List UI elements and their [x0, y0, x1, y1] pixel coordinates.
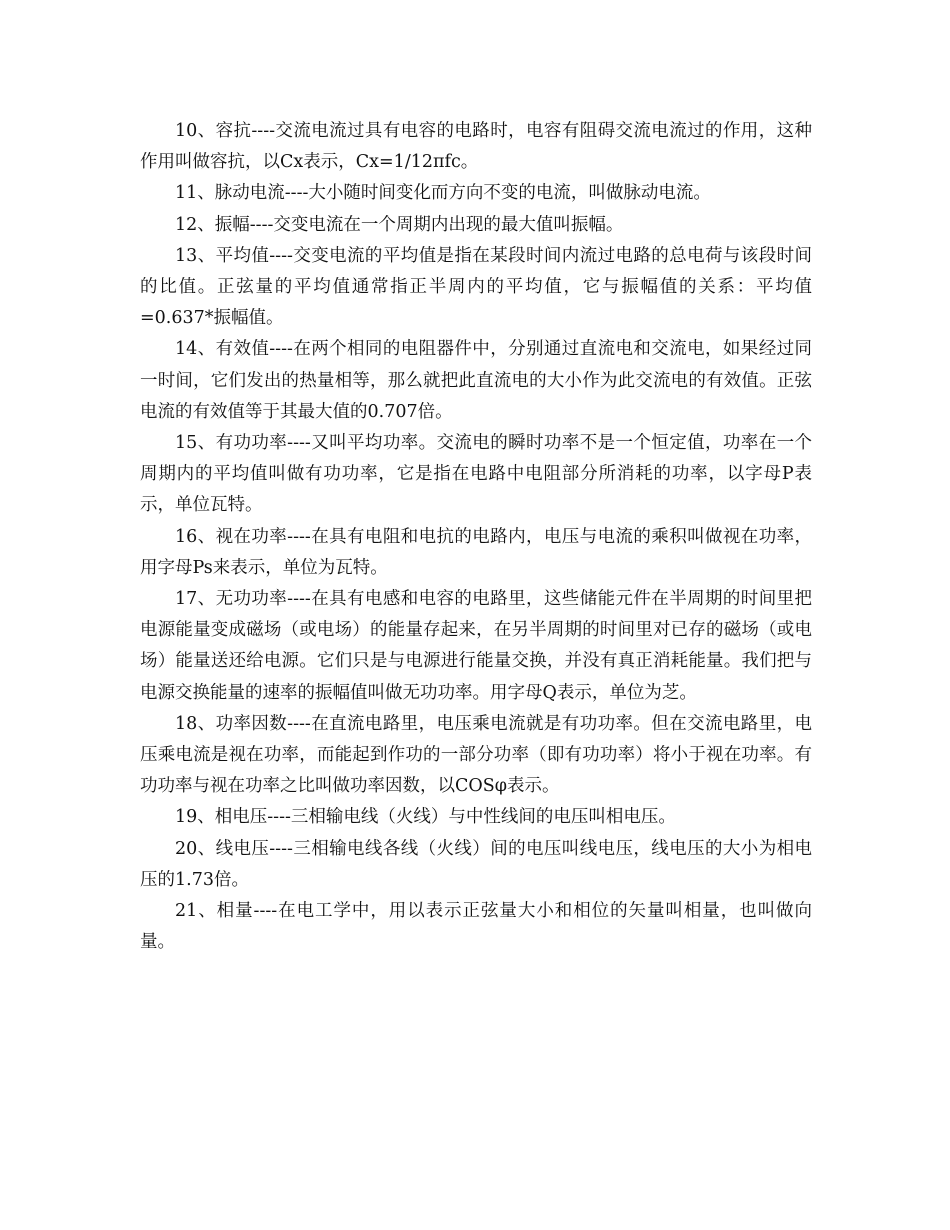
paragraph-pulsating-current: 11、脉动电流----大小随时间变化而方向不变的电流，叫做脉动电流。 — [175, 183, 711, 204]
paragraph-capacitive-reactance: 10、容抗----交流电流过具有电容的电路时，电容有阻碍交流电流过的作用，这种作用叫做容抗，以Cx表示，Cx=1/12πfc。 — [140, 121, 812, 173]
paragraph-apparent-power: 16、视在功率----在具有电阻和电抗的电路内，电压与电流的乘积叫做视在功率，用字母Ps来表示，单位为瓦特。 — [140, 526, 812, 578]
document-body — [140, 116, 812, 958]
paragraph-effective-value: 14、有效值----在两个相同的电阻器件中，分别通过直流电和交流电，如果经过同一时间，它们发出的热量相等，那么就把此直流电的大小作为此交流电的有效值。正弦电流的有效值等于其最大值的0.707倍。 — [140, 339, 812, 422]
paragraph-active-power: 15、有功功率----又叫平均功率。交流电的瞬时功率不是一个恒定值，功率在一个周期内的平均值叫做有功功率，它是指在电路中电阻部分所消耗的功率，以字母P表示，单位瓦特。 — [140, 433, 812, 516]
paragraph-average-value: 13、平均值----交变电流的平均值是指在某段时间内流过电路的总电荷与该段时间的比值。正弦量的平均值通常指正半周内的平均值，它与振幅值的关系：平均值=0.637*振幅值。 — [140, 245, 812, 329]
paragraph-phase-voltage: 19、相电压----三相输电线（火线）与中性线间的电压叫相电压。 — [175, 807, 676, 828]
paragraph-phasor: 21、相量----在电工学中，用以表示正弦量大小和相位的矢量叫相量，也叫做向量。 — [140, 901, 812, 953]
paragraph-amplitude: 12、振幅----交变电流在一个周期内出现的最大值叫振幅。 — [175, 214, 624, 235]
paragraph-power-factor: 18、功率因数----在直流电路里，电压乘电流就是有功功率。但在交流电路里，电压乘电流是视在功率，而能起到作功的一部分功率（即有功功率）将小于视在功率。有功功率与视在功率之比叫做功率因数，以COSφ表示。 — [140, 713, 812, 797]
paragraph-reactive-power: 17、无功功率----在具有电感和电容的电路里，这些储能元件在半周期的时间里把电源能量变成磁场（或电场）的能量存起来，在另半周期的时间里对已存的磁场（或电场）能量送还给电源。它们只是与电源进行能量交换，并没有真正消耗能量。我们把与电源交换能量的速率的振幅值叫做无功功率。用字母Q表示，单位为芝。 — [140, 589, 812, 703]
paragraph-line-voltage: 20、线电压----三相输电线各线（火线）间的电压叫线电压，线电压的大小为相电压的1.73倍。 — [140, 838, 812, 890]
